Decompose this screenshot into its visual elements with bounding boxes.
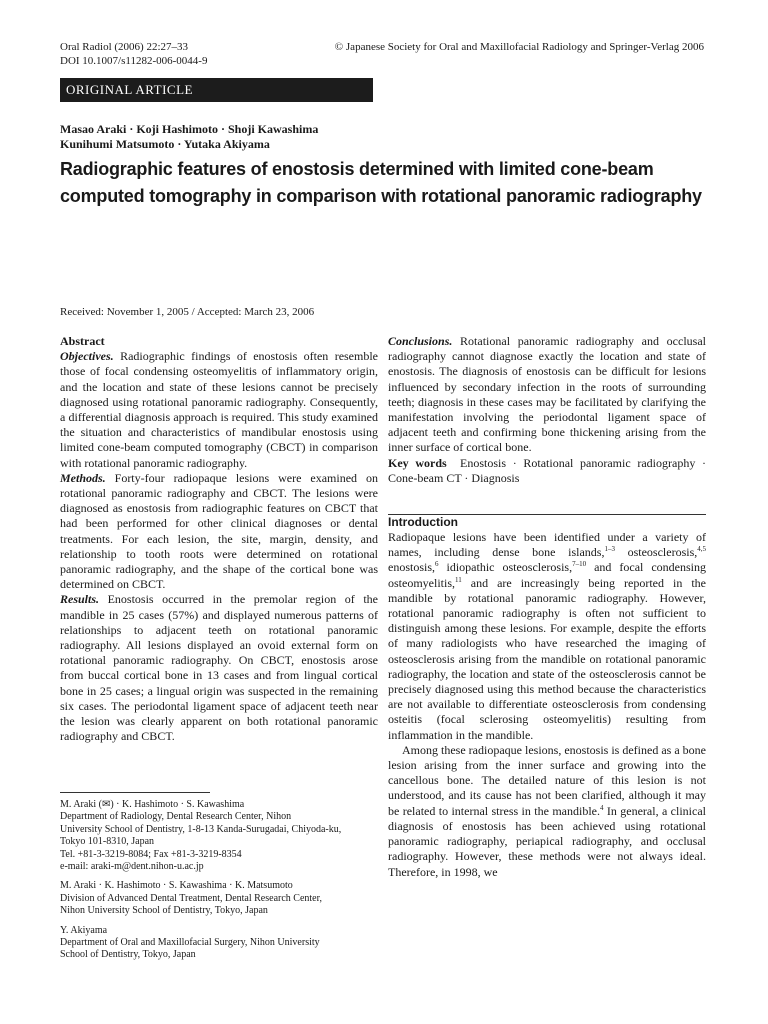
received-dates: Received: November 1, 2005 / Accepted: March 23, 2006 xyxy=(60,306,315,318)
affiliation-2-line-2: Division of Advanced Dental Treatment, Dental Research Center, xyxy=(60,892,323,904)
article-title xyxy=(60,156,720,210)
affiliation-2-line-3: Nihon University School of Dentistry, Tokyo, Japan xyxy=(60,905,268,917)
abstract-objectives xyxy=(60,349,378,471)
title-line-2: computed tomography in comparison with rotational panoramic radiography xyxy=(60,186,702,206)
intro-p1-text-b: osteosclerosis, xyxy=(614,545,698,560)
intro-p1-text-c: enostosis, xyxy=(388,560,436,575)
objectives-label: Objectives. xyxy=(60,349,114,364)
citation-ref: 6 xyxy=(435,560,439,569)
methods-label: Methods. xyxy=(60,470,106,485)
intro-p1-text-f: and are increasingly being reported in the mandible by rotational panoramic radiography. However, rotational panoramic radiography is often not sufficient to distinguish among these lesions. For example, despite the efforts of many radiologists who have researched the imaging of osteosclerosis arising from the mandible on rotational panoramic radiography, the location and state of the osteosclerosis cannot be precisely diagnosed using this method because the characteristics are not available to differentiate osteosclerosis from condensing osteitis (focal sclerosing osteomyelitis) resulting from inflammation in the mandible. xyxy=(388,575,706,742)
objectives-text: Radiographic findings of enostosis often resemble those of focal condensing osteomyelitis of inflammatory origin, and the location and state of these lesions cannot be precisely diagnosed using rotational panoramic radiography. Consequently, a differential diagnosis approach is required. This study examined the situation and characteristics of mandibular enostosis using limited cone-beam computed tomography (CBCT) in comparison with rotational panoramic radiography. xyxy=(60,349,379,470)
results-text: Enostosis occurred in the premolar region of the mandible in 25 cases (57%) and displayed numerous patterns of relationships to adjacent teeth on rotational panoramic radiography. All lesions displayed an ovoid external form on rotational panoramic radiography. On CBCT, enostosis arose from buccal cortical bone in 13 cases and from lingual cortical bone in 25 cases; a lingual origin was suspected in the remaining six cases. The periodontal ligament space of adjacent teeth near the lesion was clearly apparent on both rotational panoramic radiography and CBCT. xyxy=(60,592,378,744)
abstract-heading: Abstract xyxy=(60,334,105,348)
affiliation-3-line-3: School of Dentistry, Tokyo, Japan xyxy=(60,949,196,961)
affiliation-1-line-1: M. Araki (✉) · K. Hashimoto · S. Kawashima xyxy=(60,799,245,810)
intro-p1-text-e: and focal condensing osteomyelitis, xyxy=(388,560,706,590)
journal-issue: Oral Radiol (2006) 22:27–33 xyxy=(60,41,189,53)
citation-ref: 4 xyxy=(599,803,604,812)
affiliation-3 xyxy=(60,925,378,962)
introduction-paragraph-2 xyxy=(388,743,706,880)
keywords xyxy=(388,456,706,486)
left-column xyxy=(60,334,378,744)
article-type-banner: ORIGINAL ARTICLE xyxy=(60,78,373,102)
author-line-2: Kunihumi Matsumoto · Yutaka Akiyama xyxy=(60,137,270,151)
affiliation-3-line-1: Y. Akiyama xyxy=(60,924,108,936)
author-affiliations xyxy=(60,792,378,969)
copyright-text: © Japanese Society for Oral and Maxillofacial Radiology and Springer-Verlag 2006 xyxy=(334,41,704,53)
journal-citation xyxy=(60,40,207,68)
keywords-label: Key words xyxy=(388,455,447,470)
affiliation-1-line-5: Tel. +81-3-3219-8084; Fax +81-3-3219-8354 xyxy=(60,848,242,860)
results-label: Results. xyxy=(60,592,100,607)
abstract-results xyxy=(60,592,378,744)
methods-text: Forty-four radiopaque lesions were examined on rotational panoramic radiography and CBCT. The lesions were diagnosed as enostosis from radiographic features on CBCT that had been performed for other clinical diagnoses or dental treatments. For each lesion, the site, margin, density, and relationship to tooth roots were determined on rotational panoramic radiography, and the shape of the cortical bone was determined on CBCT. xyxy=(60,470,378,592)
citation-ref: 4,5 xyxy=(697,545,706,554)
abstract-methods xyxy=(60,471,378,593)
copyright-notice xyxy=(312,40,704,54)
abstract-conclusions xyxy=(388,334,706,456)
affiliation-1-line-4: Tokyo 101-8310, Japan xyxy=(60,836,155,848)
intro-p2-text-a: Among these radiopaque lesions, enostosis is defined as a bone lesion arising from the inner surface and growing into the cancellous bone. The detailed nature of this lesion is not understood, and its cause has not been clarified, although it may be related to internal stress in the mandible. xyxy=(388,742,706,818)
citation-ref: 11 xyxy=(455,575,462,584)
citation-ref: 1–3 xyxy=(604,545,615,554)
conclusions-text: Rotational panoramic radiography and occlusal radiography cannot diagnose exactly the location and state of enostosis. The diagnosis of enostosis can be difficult for lesions influenced by secondary infection in the roots of surrounding teeth; diagnosis in these cases may be facilitated by clarifying the manifestation involving the periodontal ligament space of adjacent teeth and confirming bone thickening arising from the inner surface of cortical bone. xyxy=(388,334,707,455)
intro-p2-text-b: In general, a clinical diagnosis of enostosis has been achieved using rotational panoramic radiography, periapical radiography, and occlusal radiography. However, these methods were not always ideal. Therefore, in 1998, we xyxy=(388,803,706,879)
author-line-1: Masao Araki · Koji Hashimoto · Shoji Kawashima xyxy=(60,122,319,136)
intro-p1-text-d: idiopathic osteosclerosis, xyxy=(438,560,573,575)
right-column xyxy=(388,334,706,880)
affiliation-2-line-1: M. Araki · K. Hashimoto · S. Kawashima · K. Matsumoto xyxy=(60,880,293,892)
affiliation-1-email: e-mail: araki-m@dent.nihon-u.ac.jp xyxy=(60,861,204,873)
affiliation-3-line-2: Department of Oral and Maxillofacial Surgery, Nihon University xyxy=(60,937,320,949)
introduction-heading: Introduction xyxy=(388,515,458,530)
conclusions-label: Conclusions. xyxy=(388,334,453,348)
affiliation-divider xyxy=(60,792,210,793)
introduction-paragraph-1 xyxy=(388,530,706,743)
affiliation-1-line-3: University School of Dentistry, 1-8-13 Kanda-Surugadai, Chiyoda-ku, xyxy=(60,823,342,835)
intro-p1-text-a: Radiopaque lesions have been identified under a variety of names, including dense bone islands, xyxy=(388,530,706,560)
citation-ref: 7–10 xyxy=(572,560,587,569)
keywords-text: Enostosis · Rotational panoramic radiography · Cone-beam CT · Diagnosis xyxy=(388,455,706,485)
doi: DOI 10.1007/s11282-006-0044-9 xyxy=(60,55,208,67)
title-line-1: Radiographic features of enostosis determined with limited cone-beam xyxy=(60,159,654,179)
affiliation-1-line-2: Department of Radiology, Dental Research Center, Nihon xyxy=(60,811,292,823)
affiliation-1 xyxy=(60,799,378,873)
affiliation-2 xyxy=(60,880,378,917)
author-list xyxy=(60,122,318,152)
